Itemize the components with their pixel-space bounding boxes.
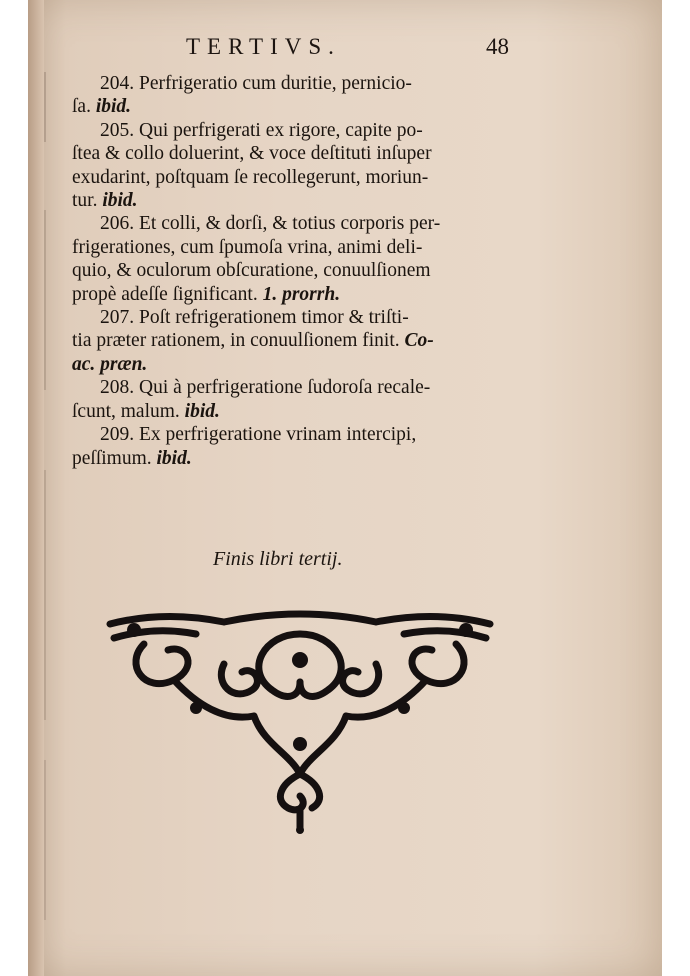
text-line: 206. Et colli, & dorſi, & totius corporis per- xyxy=(100,213,441,235)
source-reference: ibid. xyxy=(95,96,132,118)
text-line xyxy=(72,353,514,376)
text-line: 208. Qui à perfrigeratione ſudoroſa recale- xyxy=(100,377,431,399)
text-line: peſſimum. ibid. xyxy=(72,447,192,469)
source-reference: ibid. xyxy=(102,190,138,212)
page-number: 48 xyxy=(486,34,509,59)
aphorism-number: 208. xyxy=(100,377,135,399)
text-line: tur. ibid. xyxy=(72,190,138,212)
text-line: 204. Perfrigeratio cum duritie, pernicio- xyxy=(100,73,412,94)
source-reference: ac. præn. xyxy=(72,353,148,375)
text-line: 209. Ex perfrigeratione vrinam intercipi, xyxy=(100,424,417,446)
text-line: quio, & oculorum obſcuratione, conuulſionem xyxy=(72,260,431,282)
text-line: 207. Poſt refrigerationem timor & triſti- xyxy=(100,307,409,329)
text-line: ſcunt, malum. ibid. xyxy=(72,400,220,422)
aphorism-text xyxy=(72,72,514,470)
text-line: 205. Qui perfrigerati ex rigore, capite po- xyxy=(100,119,423,141)
aphorism-number: 204. xyxy=(100,73,135,94)
text-line: ſa. ibid. xyxy=(72,96,132,118)
source-reference: 1. prorrh. xyxy=(262,283,341,305)
aphorism-number: 209. xyxy=(100,424,135,446)
text-line: propè adeſſe ſignificant. 1. prorrh. xyxy=(72,283,341,305)
text-line: exudarint, poſtquam ſe recollegerunt, moriun- xyxy=(72,166,429,188)
running-title: TERTIVS. xyxy=(186,34,341,59)
printers-fleuron xyxy=(104,604,496,834)
aphorism-number: 206. xyxy=(100,213,135,235)
finis-line: Finis libri tertij. xyxy=(213,548,343,570)
source-reference: ibid. xyxy=(184,400,220,422)
source-reference: ibid. xyxy=(156,447,192,469)
aphorism-number: 207. xyxy=(100,307,135,329)
text-line: frigerationes, cum ſpumoſa vrina, animi deli- xyxy=(72,236,423,258)
text-line: ſtea & collo doluerint, & voce deſtituti inſuper xyxy=(72,143,432,165)
source-reference: Co- xyxy=(404,330,434,352)
text-line: tia præter rationem, in conuulſionem finit. Co- xyxy=(72,330,434,352)
aphorism-number: 205. xyxy=(100,119,135,141)
